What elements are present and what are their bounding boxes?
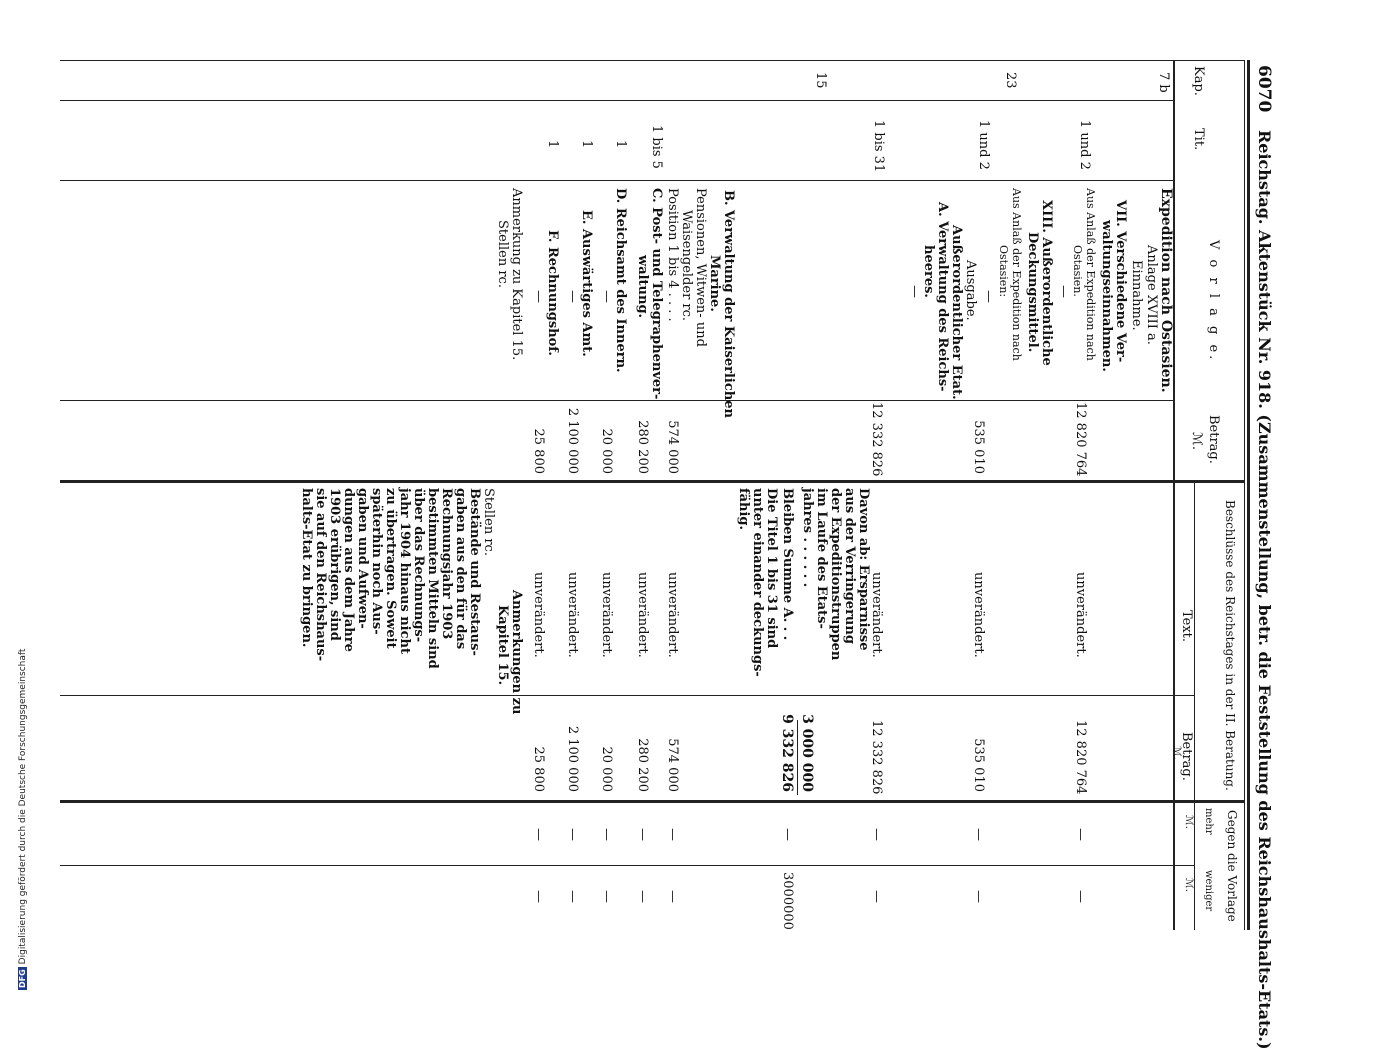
dfg-logo: DFG [18, 969, 27, 988]
row3-betrag: 12 332 826 [869, 402, 884, 477]
row4-mehr: — [665, 828, 680, 841]
row3b-t5: jahres . . . . . . [800, 488, 815, 588]
col-header-weniger-unit: ℳ. [1183, 878, 1194, 892]
row5-v2: waltung. [635, 255, 650, 319]
col-header-betrag2: Betrag. [1179, 732, 1194, 781]
row1-mehr: — [1073, 828, 1088, 841]
row3-kap: 15 [813, 72, 828, 89]
row1-heading: Expedition nach Ostasien. [1158, 188, 1174, 393]
row4-betrag: 574 000 [665, 420, 680, 474]
row1-kap: 7 b [1156, 72, 1171, 93]
col-line-vorlage [60, 400, 1175, 401]
row4-v4: Waisengelder rc. [679, 210, 694, 322]
row3-text: unverändert. [869, 572, 884, 658]
row8-text: unverändert. [531, 572, 546, 658]
col-header-vorlage: V o r l a g e. [1206, 240, 1221, 363]
col-line-tit [60, 180, 1175, 181]
col-header-tit: Tit. [1191, 128, 1206, 151]
col-line-mehr [60, 865, 1195, 866]
row7-betrag: 2 100 000 [565, 407, 580, 474]
row1-v5: waltungseinnahmen. [1099, 220, 1114, 372]
col-header-betrag2-unit: ℳ. [1171, 746, 1182, 760]
row3b-amount2: 9 332 826 [779, 714, 795, 792]
row1-tit: 1 und 2 [1077, 120, 1092, 170]
row9-t14: 1903 erübrigen, sind [327, 488, 342, 641]
col-line-betrag [60, 480, 1245, 483]
col-header-betrag-unit: ℳ. [1189, 432, 1204, 451]
row9-t8: über das Rechnungs- [411, 488, 426, 643]
row3b-t1: Davon ab: Ersparnisse [856, 488, 871, 651]
row7-betrag2: 2 100 000 [565, 725, 580, 792]
row9-v2: Stellen rc. [495, 220, 510, 288]
row6-weniger: — [599, 890, 614, 903]
row6-dash: — [599, 290, 614, 303]
row2-v3: Aus Anlaß der Expedition nach [1010, 188, 1023, 361]
row9-t1: Anmerkungen zu [509, 590, 524, 715]
row2-betrag: 535 010 [971, 420, 986, 474]
row1-weniger: — [1073, 890, 1088, 903]
col-header-gegen: Gegen die Vorlage [1225, 810, 1239, 922]
row3-v2: Außerordentlicher Etat. [949, 225, 964, 400]
row9-t16: halts-Etat zu bringen. [299, 488, 314, 648]
row2-mehr: — [971, 828, 986, 841]
page-title: Reichstag. Aktenstück Nr. 918. (Zusammenstellung, betr. die Feststellung des Reichshaushalts-Etats.) [1255, 130, 1274, 1050]
row2-text: unverändert. [971, 572, 986, 658]
row4-weniger: — [665, 890, 680, 903]
row6-betrag: 20 000 [599, 428, 614, 474]
row3b-weniger: 3000000 [780, 872, 795, 930]
col-header-weniger: weniger [1203, 870, 1214, 912]
row9-t13: dungen aus dem Jahre [341, 488, 356, 652]
row5-v1: C. Post- und Telegraphenver- [649, 188, 664, 400]
digitization-credit [18, 649, 28, 990]
row3b-mehr: — [780, 828, 795, 841]
row9-v1: Anmerkung zu Kapitel 15. [509, 188, 524, 361]
row8-mehr: — [531, 828, 546, 841]
row3-ausgabe: Ausgabe. [963, 260, 978, 321]
row5-betrag: 280 200 [635, 420, 650, 474]
row3-v3: A. Verwaltung des Reichs- [935, 202, 950, 392]
col-header-mehr: mehr [1203, 808, 1214, 835]
row1-betrag2: 12 820 764 [1073, 720, 1088, 795]
col-line-left [60, 60, 1245, 61]
row6-v1: D. Reichsamt des Innern. [613, 188, 628, 373]
header-subrule [1194, 480, 1195, 930]
row9-t15: sie auf den Reichshaus- [313, 488, 328, 662]
col-line-text [60, 695, 1195, 696]
row6-mehr: — [599, 828, 614, 841]
row3b-t3: der Expeditionstruppen [828, 488, 843, 661]
row7-tit: 1 [579, 140, 594, 149]
row8-dash: — [531, 290, 546, 303]
row3b-t8: unter einander deckungs- [750, 488, 765, 677]
row3-weniger: — [869, 890, 884, 903]
col-line-betrag2 [60, 800, 1245, 803]
col-header-mehr-unit: ℳ. [1183, 815, 1194, 829]
row9-t10: zu übertragen. Soweit [383, 488, 398, 649]
row9-t3: Stellen rc. [481, 488, 496, 556]
row8-weniger: — [531, 890, 546, 903]
row3b-t2: aus der Verringerung [842, 488, 857, 644]
row6-text: unverändert. [599, 572, 614, 658]
row3b-amount: 3 000 000 [799, 714, 815, 792]
col-header-betrag: Betrag. [1206, 415, 1221, 464]
row3b-sum-rule [797, 720, 798, 795]
row9-t11: späterhin noch Aus- [369, 488, 384, 635]
row3-mehr: — [869, 828, 884, 841]
row9-t6: Rechnungsjahr 1903 [439, 488, 454, 640]
row3b-t4: im Laufe des Etats- [814, 488, 829, 629]
row1-dash: — [1056, 285, 1071, 298]
row7-mehr: — [565, 828, 580, 841]
row1-v6: Aus Anlaß der Expedition nach [1084, 188, 1097, 361]
row9-t9: jahr 1904 hinaus nicht [397, 488, 412, 654]
row2-v2: Deckungsmittel. [1025, 232, 1040, 353]
row3-dash: — [907, 285, 922, 298]
row8-betrag: 25 800 [531, 428, 546, 474]
row5-mehr: — [635, 828, 650, 841]
row4-v2: Marine. [707, 255, 722, 312]
row2-tit: 1 und 2 [976, 120, 991, 170]
row8-betrag2: 25 800 [531, 746, 546, 792]
row3-v4: heeres. [921, 245, 936, 298]
row8-v1: F. Rechnungshof. [545, 230, 560, 356]
row3b-t9: fähig. [736, 488, 751, 531]
row5-weniger: — [635, 890, 650, 903]
row9-t2: Kapitel 15. [495, 605, 510, 686]
row4-v5: Position 1 bis 4 . . . . [665, 188, 680, 322]
row7-dash: — [565, 290, 580, 303]
row1-v7: Ostasien. [1071, 245, 1084, 297]
row3-betrag2: 12 332 826 [869, 720, 884, 795]
row4-text: unverändert. [665, 572, 680, 658]
row8-tit: 1 [545, 140, 560, 149]
row4-betrag2: 574 000 [665, 738, 680, 792]
row7-text: unverändert. [565, 572, 580, 658]
row2-betrag2: 535 010 [971, 738, 986, 792]
row2-v1: XIII. Außerordentliche [1039, 200, 1054, 366]
row5-text: unverändert. [635, 572, 650, 658]
row1-anlage: Anlage XVIII a. [1144, 245, 1159, 345]
col-header-kap: Kap. [1191, 66, 1206, 96]
row5-tit: 1 bis 5 [649, 125, 664, 169]
row4-v1: B. Verwaltung der Kaiserlichen [721, 190, 736, 418]
row1-betrag: 12 820 764 [1073, 402, 1088, 477]
row2-dash: — [981, 290, 996, 303]
row6-betrag2: 20 000 [599, 746, 614, 792]
row3-tit: 1 bis 31 [871, 120, 886, 173]
row2-v4: Ostasien: [997, 245, 1010, 298]
col-header-beschluesse: Beschlüsse des Reichstages in der II. Beratung. [1223, 500, 1237, 791]
col-header-text: Text. [1179, 610, 1194, 643]
row9-t4: Bestände und Restaus- [467, 488, 482, 656]
row7-v1: E. Auswärtiges Amt. [579, 210, 594, 357]
row9-t7: bestimmten Mitteln sind [425, 488, 440, 669]
row4-v3: Pensionen, Witwen- und [693, 188, 708, 347]
header-rule [1247, 60, 1250, 930]
row1-text: unverändert. [1073, 572, 1088, 658]
digitization-credit-text: Digitalisierung gefördert durch die Deutsche Forschungsgemeinschaft [18, 648, 28, 965]
row9-t5: gaben aus den für das [453, 488, 468, 650]
row1-einnahme: Einnahme. [1129, 260, 1144, 331]
row2-kap: 23 [1003, 72, 1018, 89]
row7-weniger: — [565, 890, 580, 903]
page-number: 6070 [1254, 65, 1274, 113]
row9-t12: gaben und Aufwen- [355, 488, 370, 629]
rotated-table [60, 60, 1275, 1050]
row3b-t6: Bleiben Summe A. . . [780, 488, 795, 641]
row5-betrag2: 280 200 [635, 738, 650, 792]
col-line-kap [60, 100, 1175, 101]
row6-tit: 1 [613, 140, 628, 149]
row3b-t7: Die Titel 1 bis 31 sind [764, 488, 779, 649]
row2-weniger: — [971, 890, 986, 903]
row1-v4: VII. Verschiedene Ver- [1113, 200, 1128, 363]
